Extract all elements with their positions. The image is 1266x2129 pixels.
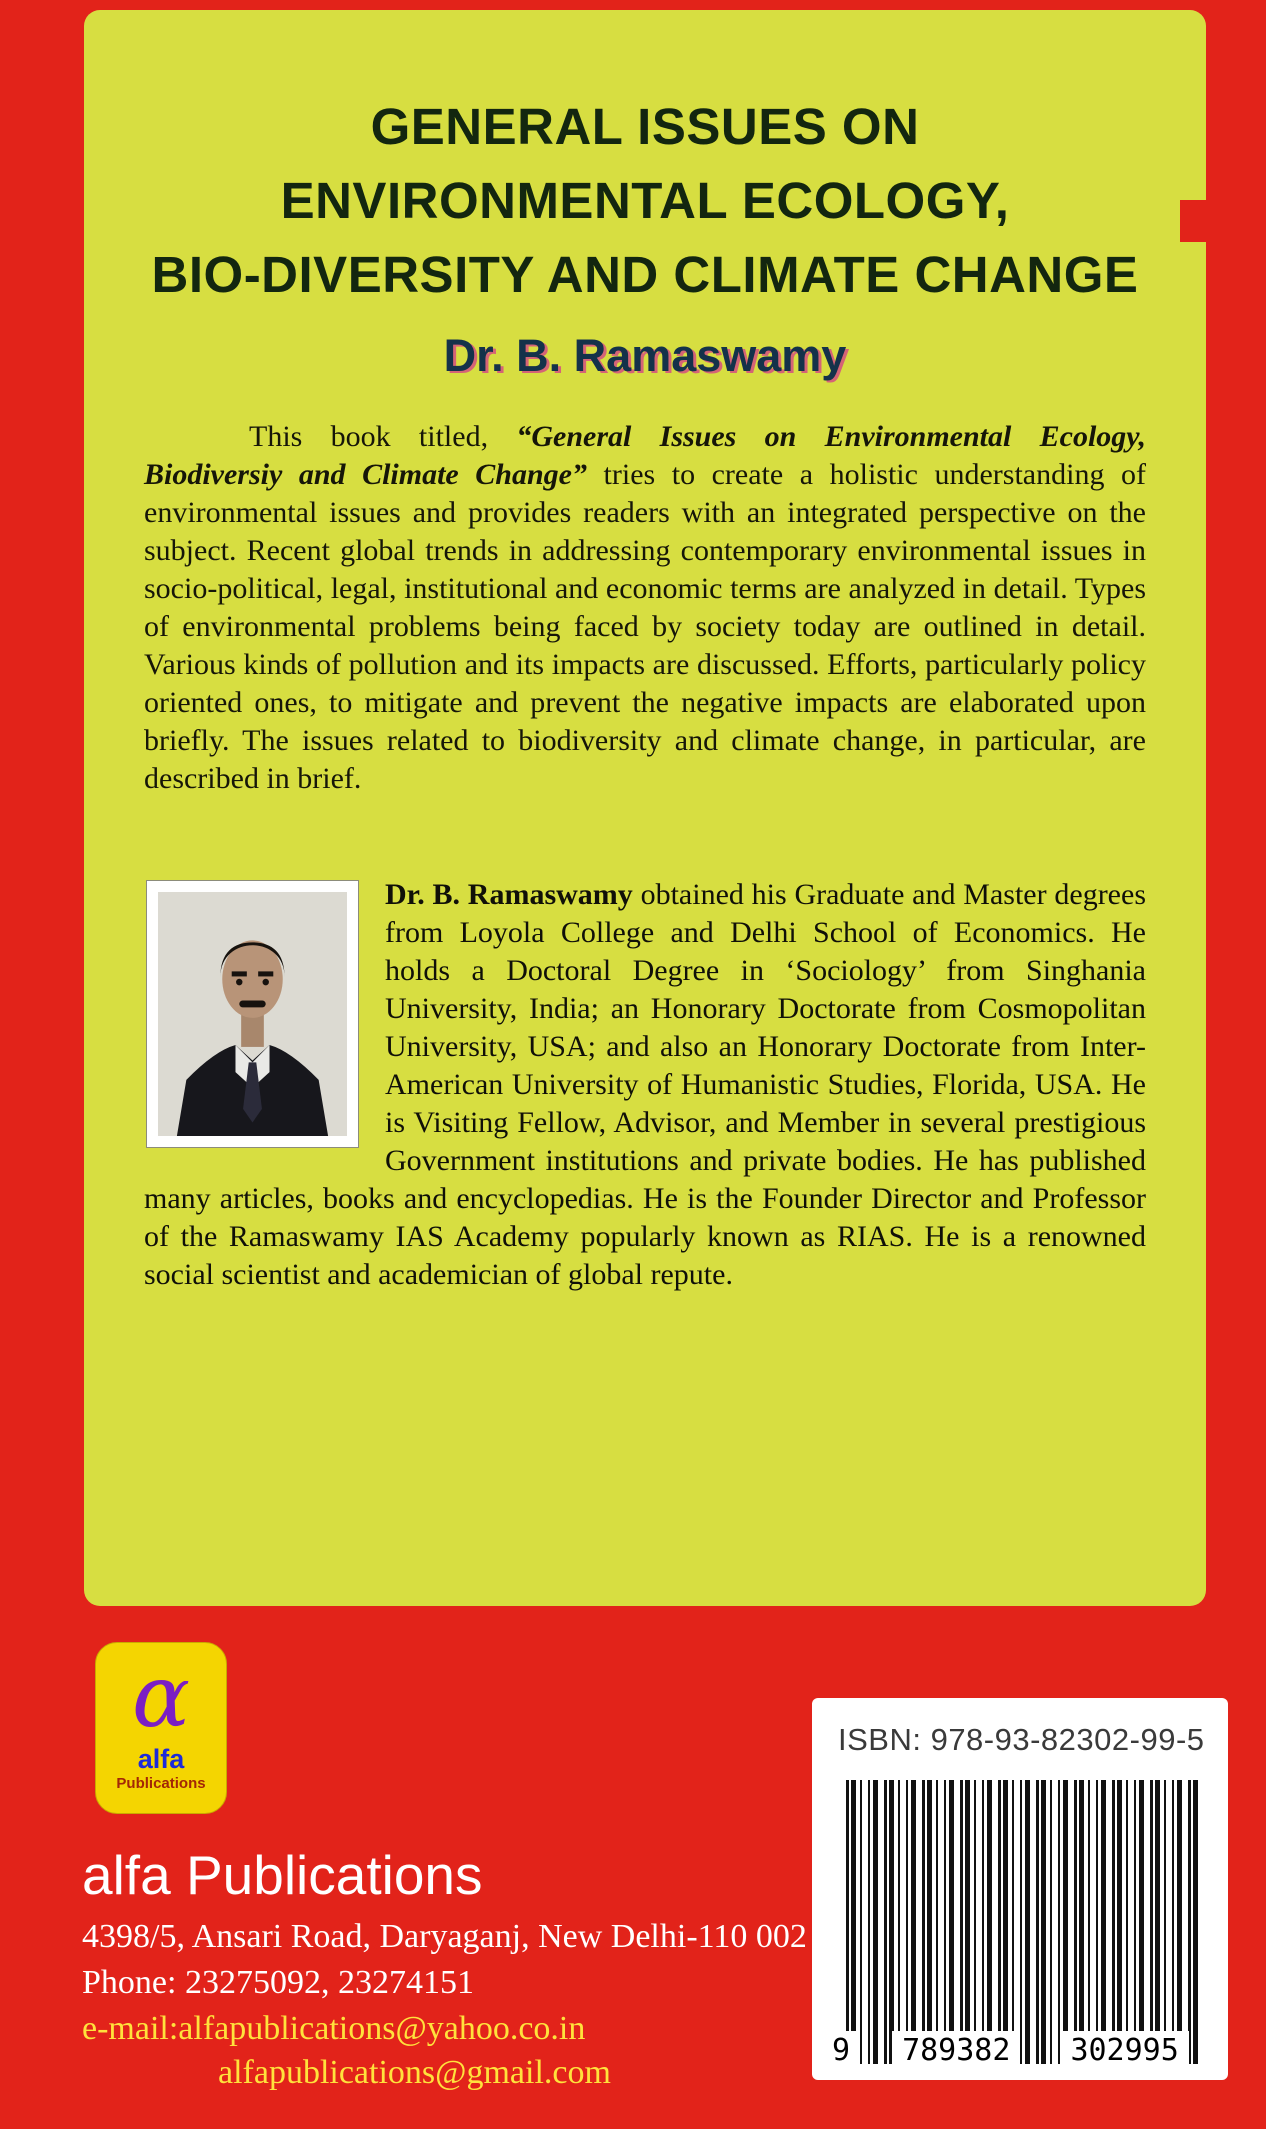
- logo-name: alfa: [137, 1744, 185, 1774]
- barcode-digit-group-1: 9: [828, 2031, 858, 2068]
- synopsis-rest: tries to create a holistic understanding of environmental issues and provides readers with an integrated perspective on the subject. Recent global trends in addressing contemporary environmental issues in socio-political, legal, institutional and economic terms are analyzed in detail. Types of environmental problems being faced by society today are outlined in detail. Various kinds of pollution and its impacts are discussed. Efforts, particularly policy oriented ones, to mitigate and prevent the negative impacts are elaborated upon briefly. The issues related to biodiversity and climate change, in particular, are described in brief.: [144, 458, 1146, 795]
- book-title-line-1: GENERAL ISSUES ON: [370, 98, 920, 155]
- book-title-line-2: ENVIRONMENTAL ECOLOGY,: [280, 172, 1010, 229]
- barcode-digit-group-2: 789382: [892, 2031, 1020, 2068]
- synopsis-lead: This book titled,: [249, 420, 517, 453]
- publisher-name: alfa Publications: [82, 1844, 483, 1906]
- bio-author-name: Dr. B. Ramaswamy: [385, 878, 633, 911]
- synopsis-book-quote: “General Issues on Environmental Ecology, Biodiversiy and Climate Change”: [144, 420, 1146, 491]
- publisher-address: 4398/5, Ansari Road, Daryaganj, New Delhi-110 002: [82, 1918, 807, 1955]
- barcode-digit-group-3: 302995: [1060, 2031, 1188, 2068]
- barcode-panel: [812, 1698, 1228, 2080]
- logo-subtitle: Publications: [116, 1775, 206, 1792]
- bio-text: obtained his Graduate and Master degrees from Loyola College and Delhi School of Economics. He holds a Doctoral Degree in ‘Sociology’ from Singhania University, India; an Honorary Doctorate from Cosmopolitan University, USA; and also an Honorary Doctorate from Inter-American University of Humanistic Studies, Florida, USA. He is Visiting Fellow, Advisor, and Member in several prestigious Government institutions and private bodies. He has published many articles, books and encyclopedias. He is the Founder Director and Professor of the Ramaswamy IAS Academy popularly known as RIAS. He is a renowned social scientist and academician of global repute.: [144, 878, 1146, 1291]
- panel-notch: [1180, 200, 1208, 242]
- publisher-logo: [95, 1642, 227, 1814]
- publisher-email-yahoo: e-mail:alfapublications@yahoo.co.in: [82, 2010, 586, 2047]
- book-title: [84, 90, 1206, 312]
- synopsis-paragraph: [144, 418, 1146, 798]
- alpha-logo-icon: α: [131, 1647, 191, 1747]
- publisher-email-gmail: alfapublications@gmail.com: [218, 2054, 611, 2091]
- author-photo: [146, 880, 359, 1148]
- barcode-digits: [828, 2031, 1198, 2068]
- publisher-phone: Phone: 23275092, 23274151: [82, 1964, 474, 2001]
- synopsis-panel: [84, 10, 1206, 1606]
- author-portrait-illustration: [158, 892, 347, 1136]
- barcode-bars: [846, 1780, 1198, 2064]
- book-title-line-3: BIO-DIVERSITY AND CLIMATE CHANGE: [151, 246, 1139, 303]
- book-author: Dr. B. Ramaswamy: [443, 330, 847, 381]
- isbn-label: ISBN: 978-93-82302-99-5: [838, 1722, 1205, 1757]
- author-bio: [144, 876, 1146, 1294]
